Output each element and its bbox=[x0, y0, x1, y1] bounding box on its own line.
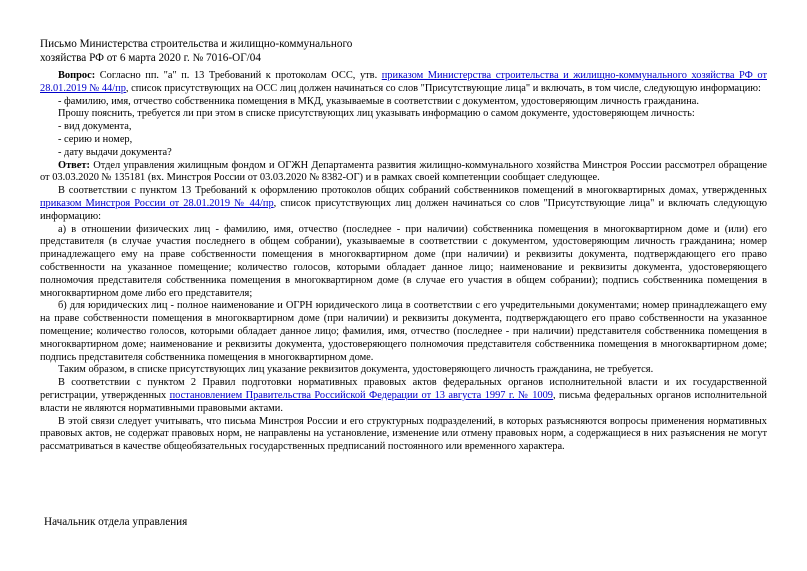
paragraph-individuals: а) в отношении физических лиц - фамилию, имя, отчество (последнее - при наличии) собственника помещения в многоквартирном доме и (или) его представителя (в случае участия последнего в общем собрании), указываемые в соответствии с документом, удостоверяющим личность гражданина; номер принадлежащего ему на праве собственности помещения в многоквартирном доме (при наличии) и реквизиты документа, подтверждающего его право собственности на указанное помещение; количество голосов, которыми обладает данное лицо; наименование и реквизиты документа, удостоверяющего полномочия представителя собственника помещения в многоквартирном доме (в случае его участия в общем собрании); подпись собственника помещения в многоквартирном доме либо его представителя; bbox=[40, 223, 767, 299]
question-text-a: Согласно пп. "а" п. 13 Требований к протоколам ОСС, утв. bbox=[95, 70, 382, 81]
paragraph-rules bbox=[40, 377, 767, 415]
paragraph-conclusion: Таким образом, в списке присутствующих лиц указание реквизитов документа, удостоверяющего личность гражданина, не требуется. bbox=[58, 364, 654, 376]
para1-text-a: В соответствии с пунктом 13 Требований к оформлению протоколов общих собраний собственников помещений в многоквартирных домах, утвержденных bbox=[58, 185, 767, 197]
order-44pr-link[interactable]: приказом Министерства строительства и жилищно-коммунального хозяйства РФ от 28.01.2019 № 44/пр bbox=[40, 70, 767, 94]
title-line-1: Письмо Министерства строительства и жилищно-коммунального bbox=[40, 38, 353, 50]
paragraph-legal-entities: б) для юридических лиц - полное наименование и ОГРН юридического лица в соответствии с его учредительными документами; номер принадлежащего ему на праве собственности помещения в многоквартирном доме (при наличии) и реквизиты документа, подтверждающего его право собственности на указанное помещение; количество голосов, которыми обладает данное лицо; фамилия, имя, отчество (последнее - при наличии) представителя собственника помещения в многоквартирном доме; наименование и реквизиты документа, удостоверяющего полномочия представителя собственника помещения в многоквартирном доме; подпись представителя собственника помещения в многоквартирном доме. bbox=[40, 300, 767, 363]
question-label: Вопрос: bbox=[58, 70, 96, 81]
minstroy-order-link[interactable]: приказом Минстроя России от 28.01.2019 № 44/пр bbox=[40, 197, 274, 209]
paragraph-requirements bbox=[40, 185, 767, 223]
government-decree-link[interactable]: постановлением Правительства Российской Федерации от 13 августа 1997 г. № 1009 bbox=[169, 389, 553, 401]
para3-text-b: , письма федеральных органов исполнительной власти не являются нормативными правовыми актами. bbox=[40, 389, 767, 414]
question-paragraph bbox=[40, 70, 767, 96]
answer-text: Отдел управления жилищным фондом и ОГЖН Департамента развития жилищно-коммунального хозяйства Минстроя России рассмотрел обращение от 03.03.2020 № 135181 (вх. Минстроя России от 03.03.2020 № 8382-ОГ) и в рамках своей компетенции сообщает следующее. bbox=[40, 159, 767, 184]
document-body bbox=[40, 70, 767, 454]
signature: Начальник отдела управления bbox=[44, 516, 188, 528]
para1-text-b: , список присутствующих лиц должен начинаться со слов "Присутствующие лица" и включать следующую информацию: bbox=[40, 197, 767, 222]
answer-label: Ответ: bbox=[58, 159, 90, 171]
title-line-2: хозяйства РФ от 6 марта 2020 г. № 7016-ОГ/04 bbox=[40, 51, 261, 64]
answer-paragraph bbox=[40, 160, 767, 186]
question-text-b: , список присутствующих на ОСС лиц должен начинаться со слов "Присутствующие лица" и включать, в том числе, следующую информацию: bbox=[125, 82, 761, 94]
question-item-3: - серию и номер, bbox=[58, 133, 133, 145]
question-item-1: - фамилию, имя, отчество собственника помещения в МКД, указываемые в соответствии с документом, удостоверяющим личность гражданина. bbox=[58, 95, 699, 107]
question-item-4: - дату выдачи документа? bbox=[58, 146, 172, 158]
question-item-2: - вид документа, bbox=[58, 121, 132, 133]
question-ask: Прошу пояснить, требуется ли при этом в списке присутствующих лиц указывать информацию о самом документе, удостоверяющем личность: bbox=[58, 108, 695, 120]
document-title bbox=[40, 38, 352, 65]
paragraph-letters-status: В этой связи следует учитывать, что письма Минстроя России и его структурных подразделений, в которых разъясняются вопросы применения нормативных правовых актов, не содержат правовых норм, не направлены на установление, изменение или отмену правовых норм, а содержащиеся в них разъяснения не могут рассматриваться в качестве общеобязательных государственных предписаний постоянного или временного характера. bbox=[40, 415, 767, 453]
para3-text-a: В соответствии с пунктом 2 Правил подготовки нормативных правовых актов федеральных органов исполнительной власти и их государственной регистрации, утвержденных bbox=[40, 377, 767, 401]
